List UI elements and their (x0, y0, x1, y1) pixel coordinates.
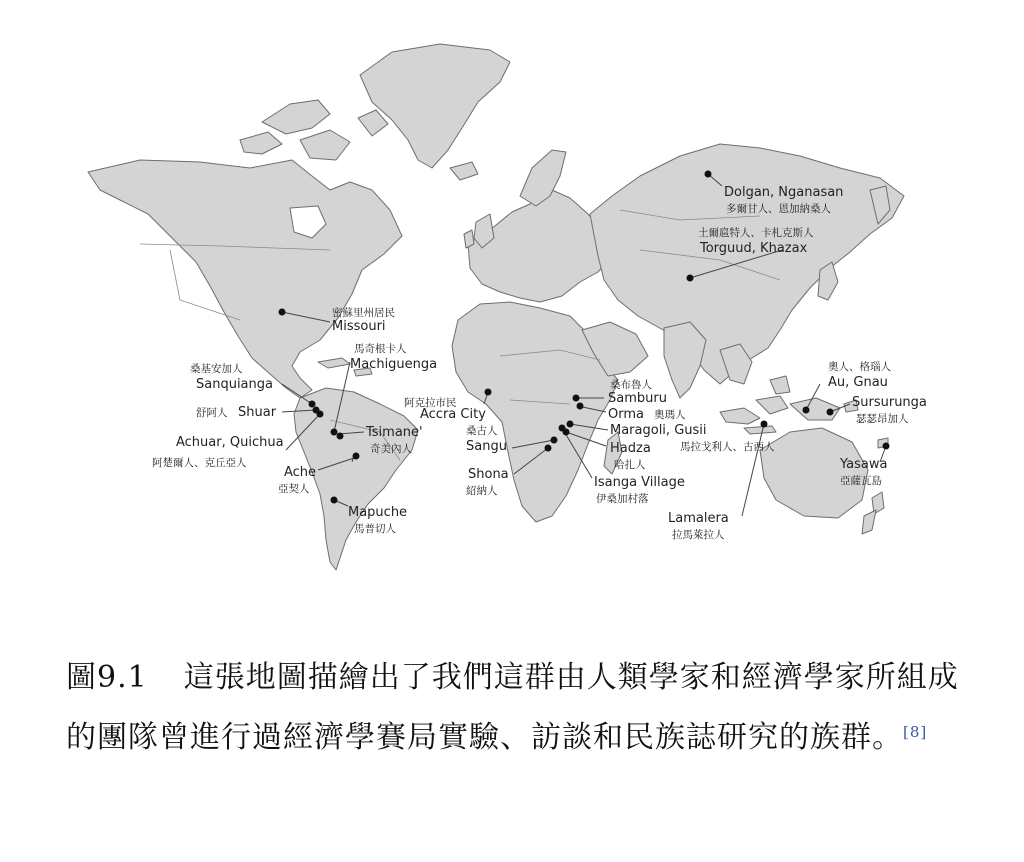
marker-maragoli (567, 421, 574, 428)
label-sangu-en: Sangu (466, 439, 507, 454)
marker-torguud (687, 275, 694, 282)
figure-caption (66, 648, 976, 768)
marker-sangu (551, 437, 558, 444)
label-accra-zh: 阿克拉市民 (404, 397, 457, 409)
label-lamalera-en: Lamalera (668, 511, 729, 526)
label-mapuche-en: Mapuche (348, 505, 408, 520)
europe (468, 190, 612, 302)
label-yasawa-en: Yasawa (840, 457, 888, 472)
marker-isanga (559, 425, 566, 432)
label-dolgan-zh: 多爾甘人、恩加納桑人 (726, 203, 831, 215)
label-shuar-zh: 舒阿人 (196, 407, 228, 419)
figure-label: 圖9.1 (66, 660, 148, 695)
label-ache-en: Ache (284, 465, 317, 480)
label-shuar-en: Shuar (238, 405, 277, 420)
marker-machiguenga (331, 429, 338, 436)
label-torguud-en: Torguud, Khazax (700, 241, 808, 256)
marker-sanquianga (309, 401, 316, 408)
indonesia (720, 408, 760, 424)
marker-ache (353, 453, 360, 460)
label-sursurunga-zh: 瑟瑟昂加人 (856, 413, 909, 425)
marker-tsimane (337, 433, 344, 440)
label-isanga-en: Isanga Village (594, 475, 685, 490)
australia (760, 428, 868, 518)
label-hadza-zh: 哈扎人 (614, 459, 646, 471)
label-dolgan-en: Dolgan, Nganasan (724, 185, 844, 200)
label-achuar-zh: 阿楚爾人、克丘亞人 (152, 457, 247, 469)
label-samburu-zh: 桑布魯人 (610, 379, 652, 391)
label-maragoli-en: Maragoli, Gusii (610, 423, 707, 438)
label-accra-en: Accra City (420, 407, 486, 422)
label-ache-zh: 亞契人 (278, 483, 310, 495)
label-orma-zh: 奧瑪人 (654, 409, 686, 421)
marker-missouri (279, 309, 286, 316)
label-au-en: Au, Gnau (828, 375, 888, 390)
label-tsimane-en: Tsimane' (366, 425, 423, 440)
marker-yasawa (883, 443, 890, 450)
label-maragoli-zh: 馬拉戈利人、古西人 (680, 441, 775, 453)
label-isanga-zh: 伊桑加村落 (596, 493, 649, 505)
label-missouri-en: Missouri (332, 319, 386, 334)
marker-dolgan (705, 171, 712, 178)
label-shona-en: Shona (468, 467, 509, 482)
footnote-link[interactable]: [8] (903, 723, 928, 741)
marker-accra (485, 389, 492, 396)
arctic-islands (262, 100, 330, 134)
new-guinea (790, 398, 840, 420)
marker-sursurunga (827, 409, 834, 416)
label-sursurunga-en: Sursurunga (852, 395, 927, 410)
label-orma-en: Orma (608, 407, 644, 422)
label-hadza-en: Hadza (610, 441, 651, 456)
label-torguud-zh: 土爾扈特人、卡札克斯人 (698, 227, 814, 239)
label-machiguenga-en: Machiguenga (350, 357, 438, 372)
marker-achuar (317, 411, 324, 418)
marker-lamalera (761, 421, 768, 428)
marker-mapuche (331, 497, 338, 504)
label-yasawa-zh: 亞薩瓦島 (840, 475, 882, 487)
label-sangu-zh: 桑古人 (466, 425, 498, 437)
label-achuar-en: Achuar, Quichua (176, 435, 284, 450)
label-shona-zh: 紹納人 (466, 485, 498, 497)
marker-shona (545, 445, 552, 452)
label-sanquianga-zh: 桑基安加人 (190, 363, 243, 375)
label-lamalera-zh: 拉馬萊拉人 (672, 529, 725, 541)
greenland (360, 44, 510, 168)
label-machiguenga-zh: 馬奇根卡人 (354, 343, 407, 355)
marker-orma (577, 403, 584, 410)
caption-text: 這張地圖描繪出了我們這群由人類學家和經濟學家所組成的團隊曾進行過經濟學賽局實驗、訪談和民族誌研究的族群。 (66, 660, 959, 755)
label-mapuche-zh: 馬普切人 (354, 523, 396, 535)
label-missouri-zh: 密蘇里州居民 (332, 307, 395, 319)
label-au-zh: 奧人、格瑙人 (828, 361, 891, 373)
label-sanquianga-en: Sanquianga (196, 377, 273, 392)
marker-samburu (573, 395, 580, 402)
marker-au (803, 407, 810, 414)
label-samburu-en: Samburu (608, 391, 667, 406)
label-tsimane-zh: 奇美內人 (370, 443, 412, 455)
india (664, 322, 706, 398)
